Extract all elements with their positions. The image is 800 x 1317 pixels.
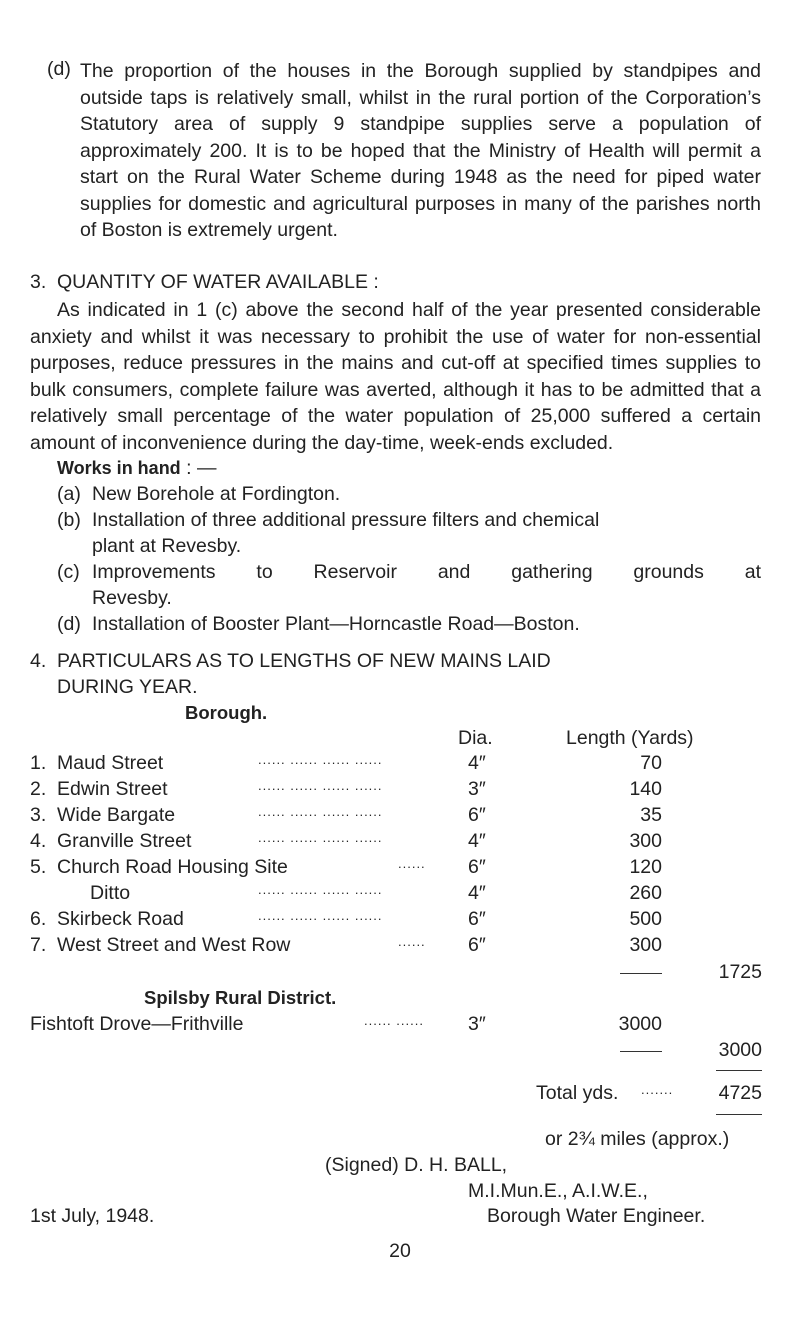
mains-row-length: 70 [640,752,662,774]
rural-row-street: Fishtoft Drove—Frithville [30,1013,244,1035]
mains-row-dia: 6″ [468,856,486,878]
works-item-label: (c) [57,561,80,583]
signature-title: Borough Water Engineer. [487,1205,706,1227]
section-4-heading: PARTICULARS AS TO LENGTHS OF NEW MAINS LAID [57,650,551,672]
mains-row-number: 6. [30,908,47,930]
mains-row-street: Church Road Housing Site [57,856,288,878]
section-4-heading-continued: DURING YEAR. [57,676,198,698]
total-leader: ....... [641,1082,674,1097]
mains-row-number: 2. [30,778,47,800]
mains-row-number: 5. [30,856,47,878]
mains-row-street: West Street and West Row [57,934,291,956]
mains-row-length: 140 [629,778,662,800]
signature-line: (Signed) D. H. BALL, [325,1154,508,1176]
total-rule-bottom [716,1114,762,1115]
works-item-text: New Borehole at Fordington. [92,483,341,505]
borough-heading: Borough. [185,702,268,723]
works-in-hand [57,457,216,480]
mains-row-street: Edwin Street [57,778,168,800]
works-item-label: (b) [57,509,81,531]
mains-row-length: 35 [640,804,662,826]
rural-row-dia: 3″ [468,1013,486,1035]
mains-row-number: 7. [30,934,47,956]
mains-row-leader: ...... ...... ...... ...... [258,908,383,923]
total-rule-top [716,1070,762,1071]
grand-total: 4725 [718,1082,762,1104]
subtotal-dash [620,973,662,974]
signature-qualifications: M.I.Mun.E., A.I.W.E., [468,1180,648,1202]
works-item-text-line: Improvements to Reservoir and gathering grounds at [92,561,761,583]
mains-row-leader: ...... ...... ...... ...... [258,778,383,793]
mains-row-dia: 4″ [468,752,486,774]
borough-subtotal: 1725 [718,961,762,983]
para-d-text: The proportion of the houses in the Borough supplied by standpipes and outside taps is relatively small, whilst in the rural portion of the Corporation’s Statutory area of supply 9 standpipe supplies serve a population of approximately 200. It is to be hoped that the Ministry of Health will permit a start on the Rural Water Scheme during 1948 as the need for piped water supplies for domestic and agricultural purposes in many of the parishes north of Boston is extremely urgent. [80,60,761,241]
mains-row-street: Skirbeck Road [57,908,184,930]
mains-row-dia: 6″ [468,934,486,956]
mains-row-number: 3. [30,804,47,826]
miles-equivalent: or 2¾ miles (approx.) [545,1128,730,1150]
mains-row-length: 260 [629,882,662,904]
rural-row-length: 3000 [618,1013,662,1035]
rural-row-leader: ...... ...... [364,1013,424,1028]
signature-date: 1st July, 1948. [30,1205,155,1227]
section-3-body: As indicated in 1 (c) above the second half of the year presented considerable anxiety and whilst it was necessary to prohibit the use of water for non-essential purposes, reduce pressures in the mains and cut-off at specified times supplies to bulk consumers, complete failure was averted, although it has to be admitted that a relatively small percentage of the water population of 25,000 suffered a certain amount of inconvenience during the day-time, week-ends excluded. [30,299,761,454]
section-4-number: 4. [30,650,47,672]
mains-row-number: 1. [30,752,47,774]
mains-row-length: 300 [629,934,662,956]
mains-row-length: 120 [629,856,662,878]
works-in-hand-heading: Works in hand [57,458,181,478]
works-item-label: (d) [57,613,81,635]
total-label: Total yds. [536,1082,619,1104]
mains-row-dia: 6″ [468,804,486,826]
rural-district-heading: Spilsby Rural District. [144,987,337,1008]
mains-row-street: Granville Street [57,830,192,852]
works-item-text-continued: Revesby. [92,587,172,609]
mains-row-street: Maud Street [57,752,164,774]
rural-subtotal: 3000 [718,1039,762,1061]
mains-row-street: Wide Bargate [57,804,176,826]
works-item-text: Installation of three additional pressure filters and chemical [92,509,600,531]
mains-row-leader: ...... ...... ...... ...... [258,752,383,767]
mains-row-leader: ...... [398,934,426,949]
mains-row-length: 300 [629,830,662,852]
mains-row-number: 4. [30,830,47,852]
works-item-text: Installation of Booster Plant—Horncastle Road—Boston. [92,613,580,635]
works-item-label: (a) [57,483,81,505]
works-item-text [92,561,761,584]
section-3-number: 3. [30,271,47,293]
mains-row-leader: ...... ...... ...... ...... [258,804,383,819]
page-number: 20 [389,1240,411,1262]
mains-row-street: Ditto [90,882,131,904]
column-header-dia: Dia. [458,727,493,749]
works-item-text-continued: plant at Revesby. [92,535,242,557]
mains-row-dia: 6″ [468,908,486,930]
mains-row-leader: ...... ...... ...... ...... [258,830,383,845]
subtotal-dash [620,1051,662,1052]
mains-row-dia: 4″ [468,882,486,904]
mains-row-dia: 4″ [468,830,486,852]
mains-row-dia: 3″ [468,778,486,800]
mains-row-leader: ...... [398,856,426,871]
mains-row-length: 500 [629,908,662,930]
mains-row-leader: ...... ...... ...... ...... [258,882,383,897]
works-in-hand-separator: : — [186,457,217,479]
section-3-heading: QUANTITY OF WATER AVAILABLE : [57,271,379,293]
column-header-length: Length (Yards) [566,727,694,749]
para-d-label: (d) [47,58,71,80]
